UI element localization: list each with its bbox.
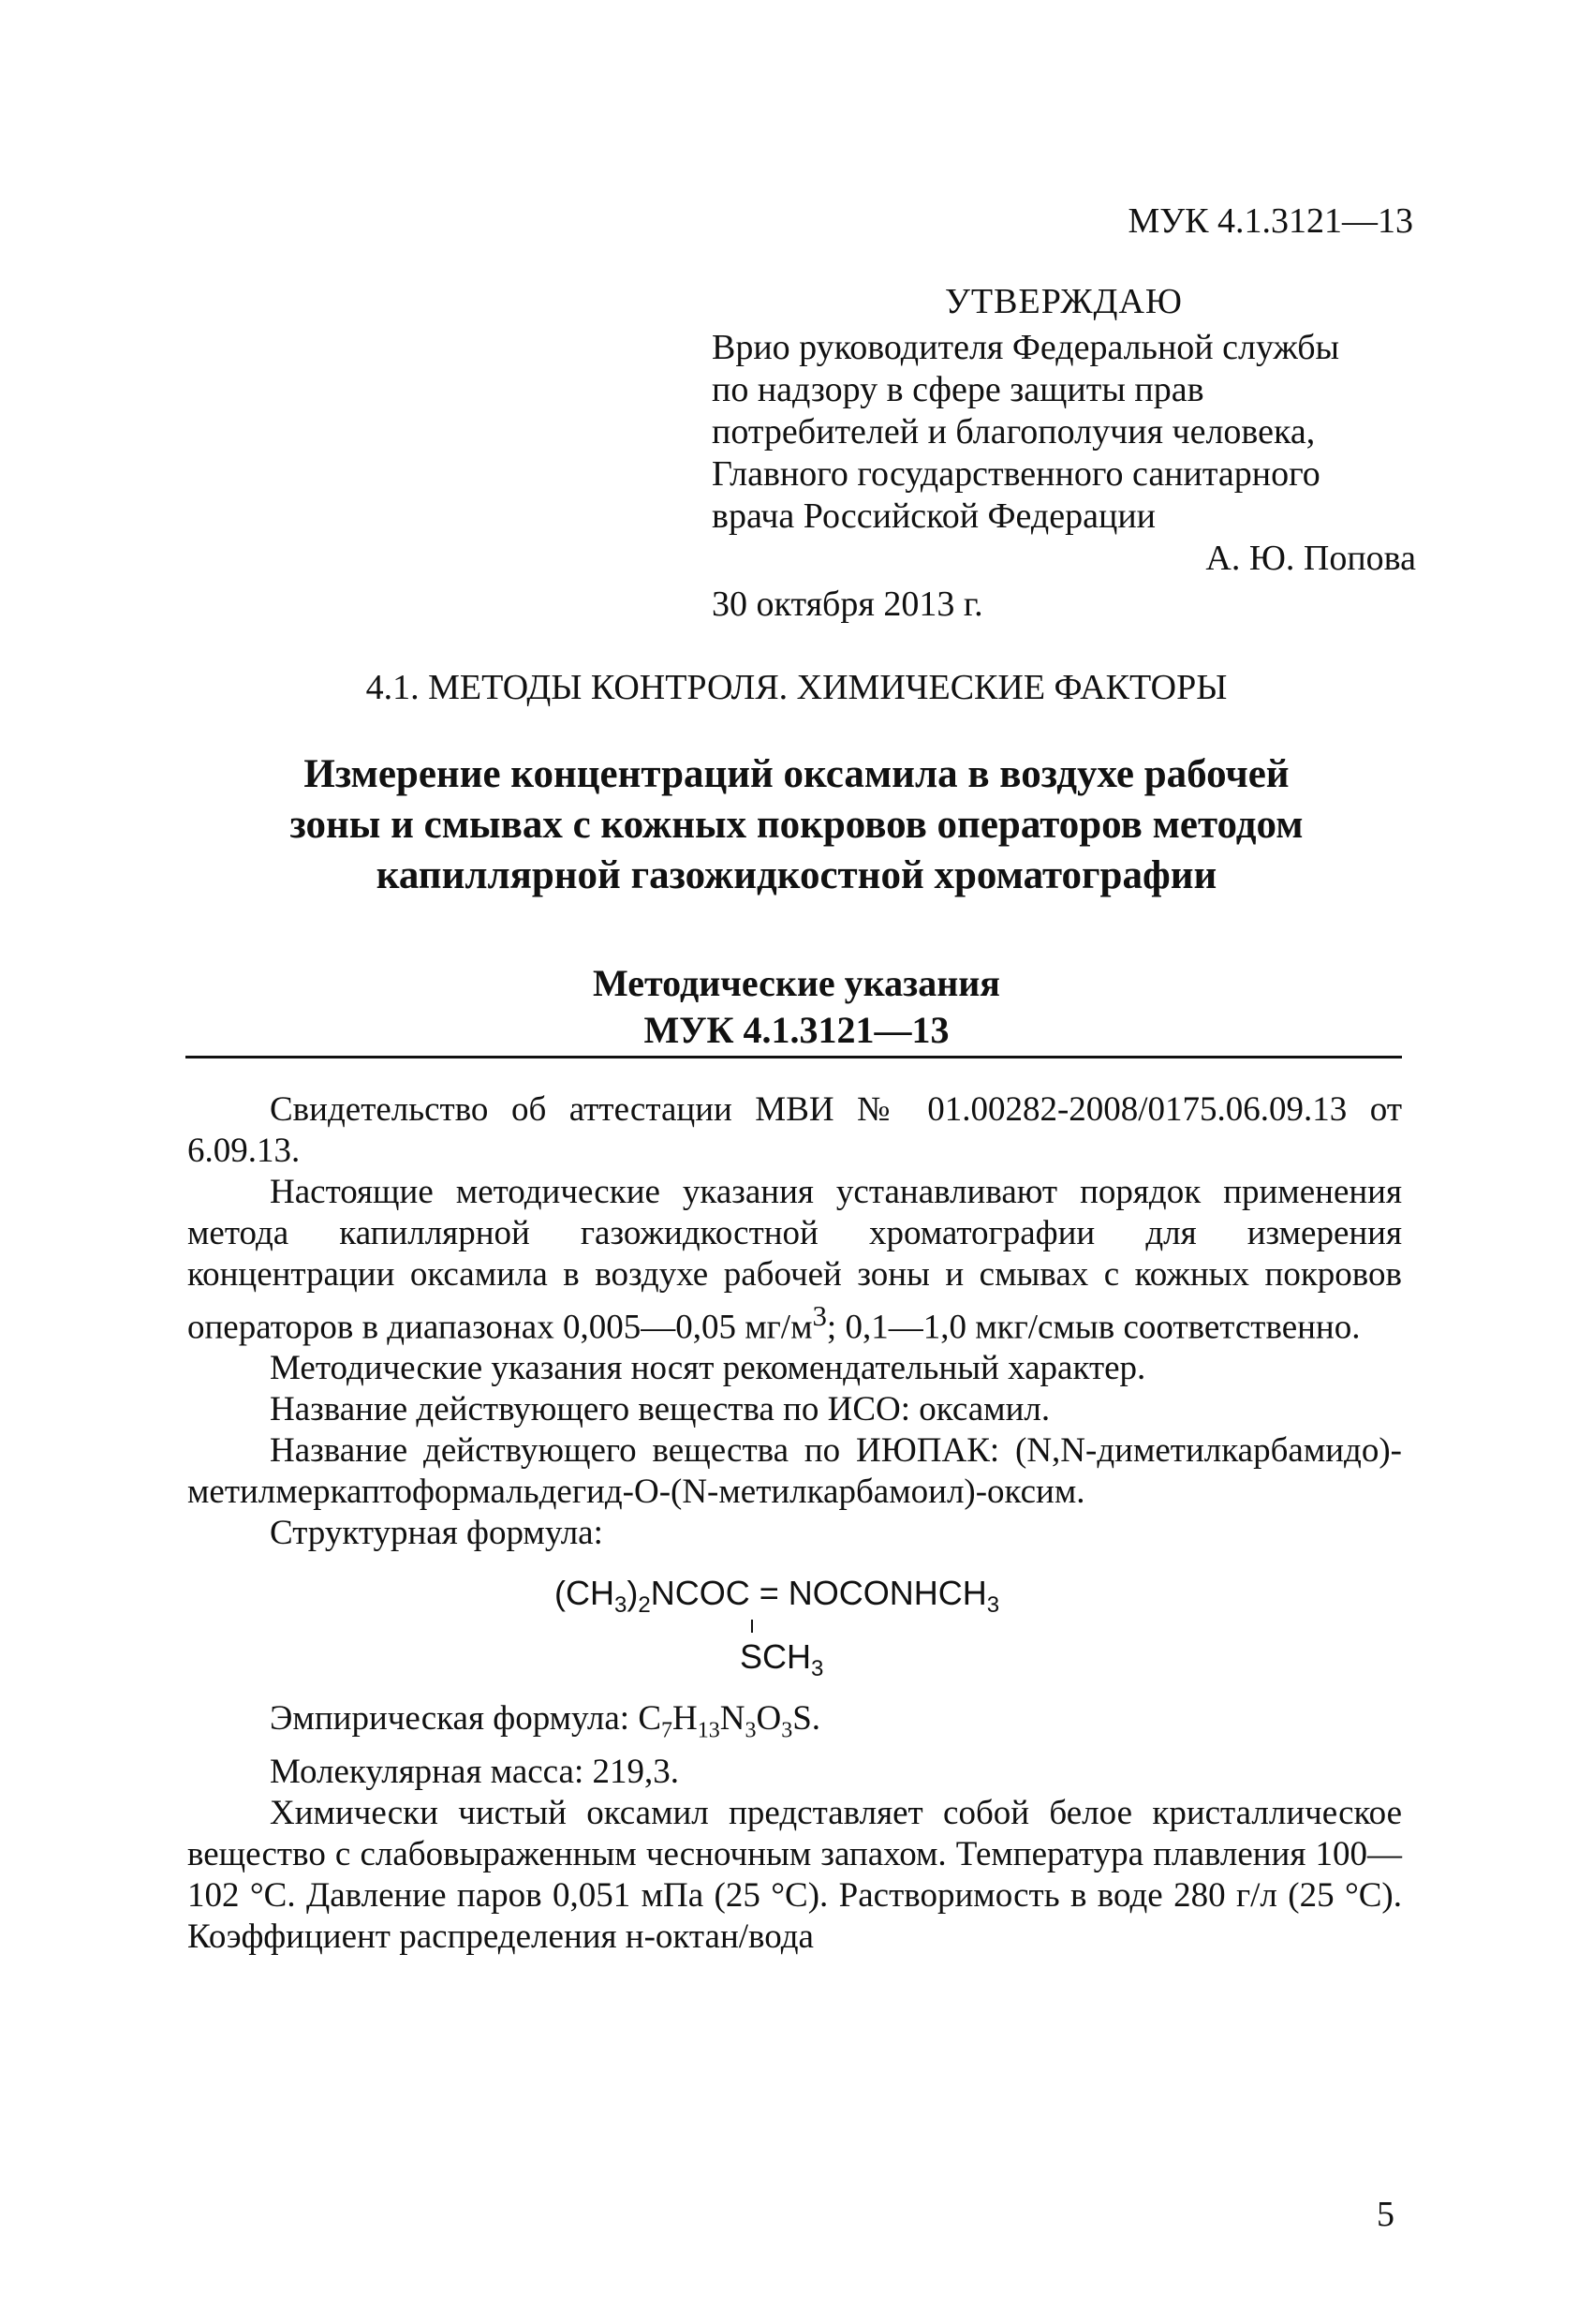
approval-block [712, 281, 1416, 626]
title-line: Измерение концентраций оксамила в воздухе рабочей [303, 752, 1290, 796]
scope-paragraph [187, 1172, 1402, 1348]
document-code: МУК 4.1.3121—13 [1128, 201, 1413, 241]
element-count: 7 [661, 1718, 673, 1743]
title-divider [185, 1056, 1402, 1058]
element-symbol: H [672, 1699, 698, 1739]
approval-line: врача Российской Федерации [712, 496, 1156, 536]
guide-type: Методические указания [593, 962, 1000, 1004]
formula-subscript: 3 [986, 1592, 1000, 1619]
formula-part: SCH [740, 1637, 812, 1677]
approval-line: по надзору в сфере защиты прав [712, 370, 1204, 409]
structural-formula [554, 1573, 1402, 1685]
approval-date: 30 октября 2013 г. [712, 585, 983, 624]
structural-formula-label: Структурная формула: [270, 1514, 603, 1553]
molar-mass-paragraph: Молекулярная масса: 219,3. [270, 1752, 680, 1791]
formula-part: ) [627, 1574, 639, 1613]
approval-line: Врио руководителя Федеральной службы [712, 328, 1340, 367]
element-count: 3 [745, 1718, 757, 1743]
title-line: зоны и смывах с кожных покровов операторов методом [289, 803, 1304, 847]
approval-title: УТВЕРЖДАЮ [945, 282, 1183, 321]
formula-subscript: 3 [613, 1592, 627, 1619]
element-symbol: C [638, 1699, 662, 1739]
guide-title [150, 960, 1443, 1054]
formula-subscript: 3 [811, 1656, 824, 1682]
formula-part: NCOC [650, 1574, 750, 1613]
page-number: 5 [1377, 2195, 1394, 2234]
advisory-paragraph: Методические указания носят рекомендательный характер. [270, 1349, 1146, 1388]
title-line: капиллярной газожидкостной хроматографии [376, 853, 1217, 897]
element-count: 3 [781, 1718, 793, 1743]
formula-part: = NOCONHCH [749, 1574, 987, 1613]
element-symbol: N [719, 1699, 745, 1739]
approval-line: потребителей и благополучия человека, [712, 412, 1316, 451]
scope-text: Настоящие методические указания устанавливают порядок применения метода капиллярной газожидкостной хроматографии для измерения концентрации оксамила в воздухе рабочей зоны и смывах с кожных покровов операторов в диапазонах 0,005—0,05 мг/м [187, 1173, 1402, 1347]
empirical-label: Эмпирическая формула: [270, 1699, 639, 1739]
approval-line: Главного государственного санитарного [712, 454, 1320, 494]
formula-bond-line [751, 1620, 753, 1633]
document-title [150, 749, 1443, 901]
element-symbol: O [756, 1699, 782, 1739]
properties-paragraph: Химически чистый оксамил представляет собой белое кристаллическое вещество с слабовыраженным чесночным запахом. Температура плавления 100—102 °С. Давление паров 0,051 мПа (25 °С). Растворимость в воде 280 г/л (25 °С). Коэффициент распределения н-октан/вода [187, 1793, 1402, 1956]
section-heading: 4.1. МЕТОДЫ КОНТРОЛЯ. ХИМИЧЕСКИЕ ФАКТОРЫ [365, 668, 1228, 707]
unit-exponent: 3 [812, 1300, 827, 1332]
formula-part: (CH [554, 1574, 614, 1613]
iso-name-paragraph: Название действующего вещества по ИСО: оксамил. [270, 1390, 1051, 1429]
iupac-name-paragraph: Название действующего вещества по ИЮПАК: (N,N-диметилкарбамидо)-метилмеркаптоформальдегид-О-(N-метилкарбамоил)-оксим. [187, 1431, 1402, 1512]
empirical-formula-paragraph [187, 1698, 1402, 1751]
formula-main-chain [554, 1573, 999, 1626]
document-body [187, 1089, 1402, 1958]
guide-code: МУК 4.1.3121—13 [643, 1009, 950, 1051]
formula-side-group [740, 1636, 823, 1690]
certificate-paragraph: Свидетельство об аттестации МВИ № 01.00282-2008/0175.06.09.13 от 6.09.13. [187, 1090, 1402, 1170]
formula-subscript: 2 [638, 1592, 651, 1619]
element-symbol: S. [792, 1699, 821, 1739]
approval-signatory: А. Ю. Попова [1205, 539, 1416, 578]
element-count: 13 [697, 1718, 720, 1743]
scope-text-end: ; 0,1—1,0 мкг/смыв соответственно. [826, 1308, 1361, 1347]
